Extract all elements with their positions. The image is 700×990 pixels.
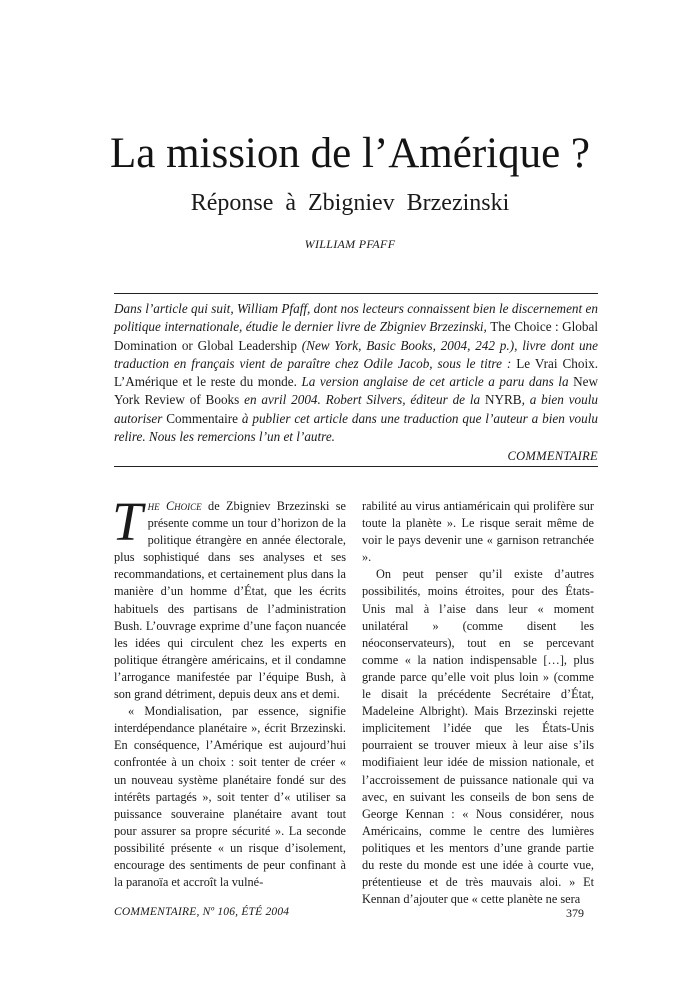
- running-footer: COMMENTAIRE, Nº 106, ÉTÉ 2004: [114, 906, 290, 918]
- intro-text-6: à publier cet article dans une traduction que l’auteur a bien voulu relire. Nous les remercions l’un et l’autre.: [114, 410, 598, 445]
- intro-french-title: Le Vrai Choix. L’Amérique et le reste du monde.: [114, 355, 599, 390]
- intro-signature: COMMENTAIRE: [507, 449, 598, 463]
- intro-bottom-rule: [114, 466, 598, 467]
- intro-magazine: Commentaire: [166, 410, 239, 426]
- book-title-smallcaps: he Choice: [147, 499, 202, 513]
- intro-paragraph: [114, 300, 598, 446]
- intro-book-title: The Choice : Global Domination or Global Leadership: [114, 319, 598, 353]
- body-column-left: [112, 491, 346, 891]
- article-title: La mission de l’Amérique ?: [109, 130, 591, 177]
- drop-cap: T: [112, 491, 143, 552]
- article-subtitle: Réponse à Zbigniev Brzezinski: [190, 190, 510, 216]
- intro-text-1: Dans l’article qui suit, William Pfaff, dont nos lecteurs connaissent bien le discernement en politique internationale, étudie le dernier livre de Zbigniev Brzezinski,: [114, 301, 598, 335]
- body-paragraph: rabilité au virus antiaméricain qui prolifère sur toute la planète ». Le risque serait même de voir le pays devenir une « garnison retranchée ».: [362, 499, 594, 565]
- body-paragraph: [112, 491, 346, 703]
- intro-text-3: La version anglaise de cet article a paru dans la: [301, 374, 569, 390]
- body-text: de Zbigniev Brzezinski se présente comme un tour d’horizon de la politique étrangère en année électorale, plus sophistiqué dans ses analyses et ses recommandations, et certainement plus dans la manière d’un homme d’État, que les écrits habituels des partisans de l’administration Bush. L’ouvrage exprime d’une façon nuancée les idées qui circulent chez les experts en politique étrangère américains, et il condamne l’arrogance manifestée par l’équipe Bush, à son grand détriment, depuis deux ans et demi.: [114, 499, 346, 702]
- intro-top-rule: [114, 293, 598, 294]
- page-number: 379: [566, 906, 584, 920]
- intro-journal: New York Review of Books: [114, 374, 599, 408]
- author-name: WILLIAM PFAFF: [304, 237, 396, 251]
- intro-text-4: en avril 2004. Robert Silvers, éditeur de la: [244, 392, 481, 408]
- intro-text-5: , a bien voulu autoriser: [114, 392, 599, 426]
- body-paragraph: « Mondialisation, par essence, signifie interdépendance planétaire », écrit Brzezinski. En conséquence, l’Amérique est aujourd’hui confrontée à un choix : soit tenter de créer « un nouveau système planétaire fondé sur des intérêts partagés », soit tenter d’« utiliser sa puissance souveraine planétaire avant tout pour assurer sa propre sécurité ». La seconde possibilité présente « un risque d’isolement, encourage des sentiments de peur confinant à la paranoïa et accroît la vulné-: [114, 704, 346, 890]
- body-column-right: [362, 498, 594, 908]
- intro-journal-abbr: NYRB: [484, 392, 522, 408]
- intro-text-2: (New York, Basic Books, 2004, 242 p.), livre dont une traduction en français vient de paraître chez Odile Jacob, sous le titre :: [114, 337, 599, 371]
- body-paragraph: On peut penser qu’il existe d’autres possibilités, moins étroites, pour des États-Unis mal à l’aise dans leur « moment unilatéral » (comme disent les néoconservateurs), tout en se percevant comme « la nation indispensable […], plus grande parce qu’elle voit plus loin » (comme le disait la précédente Secrétaire d’État, Madeleine Albright). Mais Brzezinski rejette implicitement l’idée que les États-Unis pourraient se trouver mieux à leur aise s’ils modifiaient leur idée de mission nationale, et l’accroissement de puissance nationale qui va avec, en suivant les conseils de bon sens de George Kennan : « Nous considérer, nous Américains, comme le centre des lumières politiques et les mentors d’une grande partie du reste du monde est une idée à courte vue, prétentieuse et de très mauvais aloi. » Et Kennan d’ajouter que « cette planète ne sera: [362, 567, 594, 907]
